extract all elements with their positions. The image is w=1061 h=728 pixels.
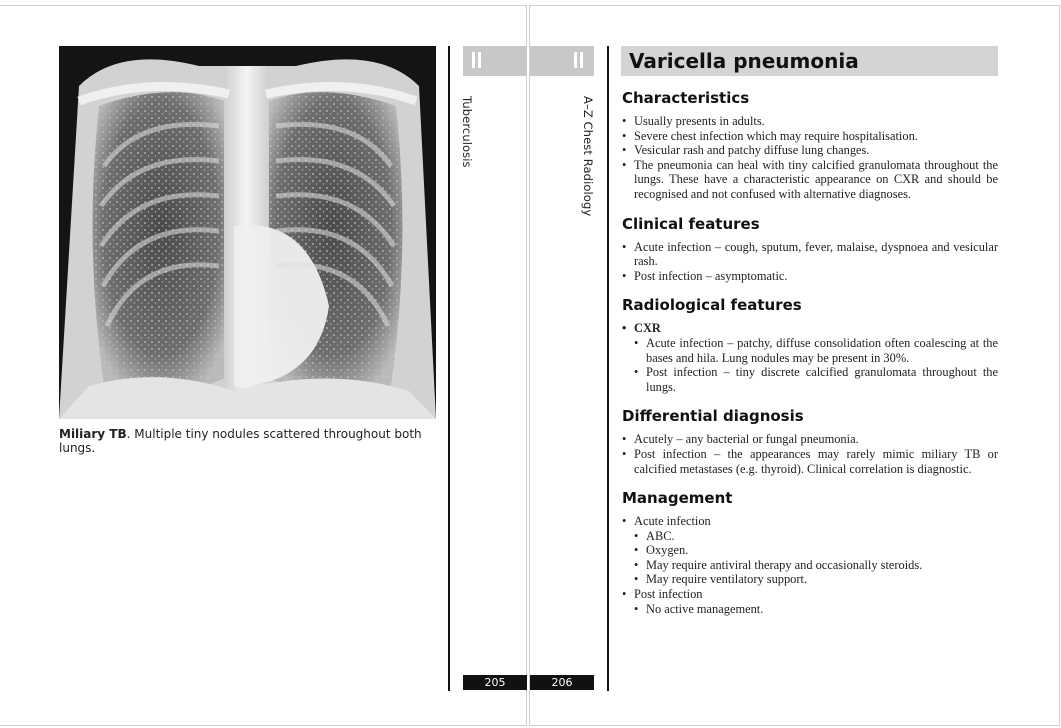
caption-text: . Multiple tiny nodules scattered throughout both lungs. bbox=[59, 427, 422, 455]
chest-xray-image bbox=[59, 46, 436, 419]
article-title: Varicella pneumonia bbox=[629, 49, 859, 73]
section-heading: Characteristics bbox=[622, 89, 750, 107]
bullet-item: • Acute infection – cough, sputum, fever, malaise, dyspnoea and vesicular rash. bbox=[622, 240, 998, 269]
bullet-item: • The pneumonia can heal with tiny calcified granulomata throughout the lungs. These have a characteristic appearance on CXR and should be recognised and not confused with alternative diagnoses. bbox=[622, 158, 998, 202]
caption-label: Miliary TB bbox=[59, 427, 127, 441]
bullet-item: • Usually presents in adults. bbox=[622, 114, 998, 129]
chapter-tab-icon bbox=[574, 52, 586, 68]
sub-bullet-item: • ABC. bbox=[622, 529, 998, 544]
bullet-item: • Acutely – any bacterial or fungal pneumonia. bbox=[622, 432, 998, 447]
bullet-list bbox=[622, 114, 998, 202]
section-management bbox=[622, 489, 998, 616]
page-number: 205 bbox=[463, 675, 527, 690]
section-radiological-features bbox=[622, 296, 998, 394]
chapter-tab-label: A–Z Chest Radiology bbox=[581, 96, 595, 217]
bullet-list bbox=[622, 321, 998, 394]
section-heading: Clinical features bbox=[622, 214, 760, 233]
section-heading: Differential diagnosis bbox=[622, 407, 804, 426]
bullet-item: • Post infection bbox=[622, 587, 998, 602]
sub-bullet-item: • Post infection – tiny discrete calcified granulomata throughout the lungs. bbox=[622, 365, 998, 394]
bullet-list bbox=[622, 514, 998, 616]
sub-bullet-item: • Oxygen. bbox=[622, 543, 998, 558]
article-title-bar bbox=[621, 46, 998, 76]
xray-illustration bbox=[59, 46, 436, 419]
bullet-list bbox=[622, 240, 998, 284]
chapter-tab bbox=[463, 46, 527, 76]
chapter-tab bbox=[530, 46, 594, 76]
chapter-tab-label: Tuberculosis bbox=[460, 96, 474, 168]
bullet-item: • Severe chest infection which may require hospitalisation. bbox=[622, 129, 998, 144]
bullet-item: • Post infection – asymptomatic. bbox=[622, 269, 998, 284]
sub-bullet-item: • No active management. bbox=[622, 602, 998, 617]
chapter-tab-icon bbox=[472, 52, 484, 68]
section-heading: Management bbox=[622, 489, 733, 508]
section-heading: Radiological features bbox=[622, 296, 802, 315]
article-body bbox=[622, 89, 998, 629]
page-number: 206 bbox=[530, 675, 594, 690]
sub-bullet-item: • May require ventilatory support. bbox=[622, 572, 998, 587]
section-clinical-features bbox=[622, 215, 998, 284]
figure-caption bbox=[59, 427, 439, 455]
bullet-item: • CXR bbox=[622, 321, 998, 336]
section-characteristics bbox=[622, 89, 998, 202]
right-margin-rule bbox=[607, 46, 609, 691]
left-page bbox=[0, 5, 527, 726]
sub-bullet-item: • May require antiviral therapy and occasionally steroids. bbox=[622, 558, 998, 573]
right-page bbox=[529, 5, 1060, 726]
section-differential-diagnosis bbox=[622, 407, 998, 476]
bullet-item: • Post infection – the appearances may rarely mimic miliary TB or calcified metastases (e.g. thyroid). Clinical correlation is diagnostic. bbox=[622, 447, 998, 476]
bullet-list bbox=[622, 432, 998, 476]
sub-bullet-item: • Acute infection – patchy, diffuse consolidation often coalescing at the bases and hila. Lung nodules may be present in 30%. bbox=[622, 336, 998, 365]
bullet-item: • Acute infection bbox=[622, 514, 998, 529]
left-margin-rule bbox=[448, 46, 450, 691]
bullet-item: • Vesicular rash and patchy diffuse lung changes. bbox=[622, 143, 998, 158]
